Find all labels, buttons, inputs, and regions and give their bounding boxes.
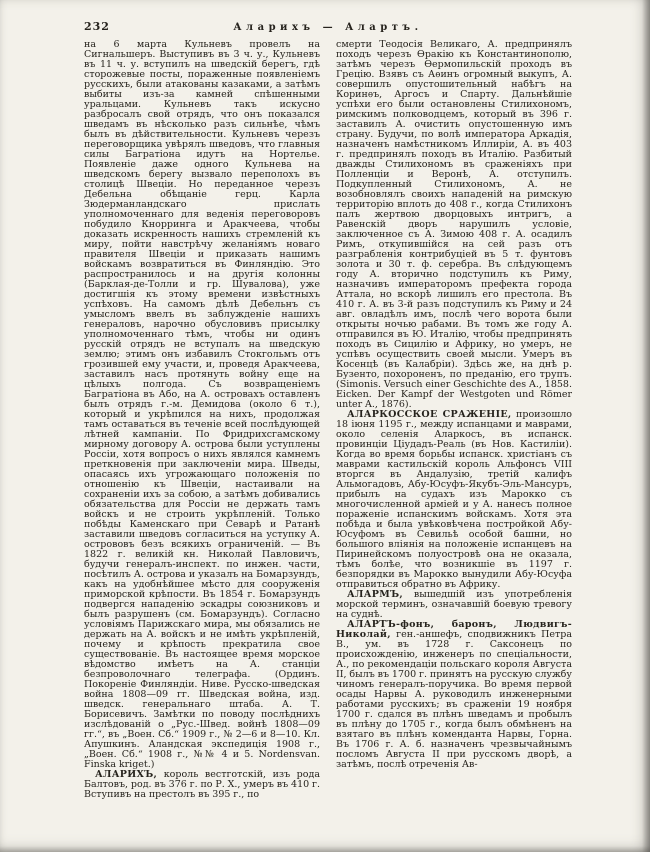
paragraph-text: на 6 марта Кульневъ провелъ на Сигнальшеръ. Выступивъ въ 3 ч. у., Кульневъ въ 11 ч. у. вступилъ на шведскій берегъ, гдѣ сторожевые посты, пораженные появленіемъ русскихъ, были атакованы казаками, а затѣмъ выбиты изъ-за камней спѣшенными уральцами. Кульневъ такъ искусно разбросалъ свой отрядъ, что онъ показался шведамъ въ нѣсколько разъ сильнѣе, чѣмъ былъ въ дѣйствительности. Кульневъ черезъ переговорщика увѣрялъ шведовъ, что главныя силы Багратіона идутъ на Нортелье. Появленіе даже одного Кульнева на шведскомъ берегу вызвало переполохъ въ столицѣ Швеціи. Но переданное черезъ Дебельна обѣщаніе герц. Карла Зюдерманландскаго прислать уполномоченнаго для веденія переговоровъ побудило Кнорринга и Аракчеева, чтобы доказать искренность нашихъ стремленій къ миру, пойти навстрѣчу желаніямъ новаго правителя Швеціи и приказать нашимъ войскамъ возвратиться въ Финляндію. Это распространилось и на другія колонны (Барклая-де-Толли и гр. Шувалова), уже достигшія къ этому времени извѣстныхъ успѣховъ. На самомъ дѣлѣ Дебельнъ съ умысломъ ввелъ въ заблужденіе нашихъ генераловъ, нарочно обусловивъ присылку уполномоченнаго тѣмъ, чтобы ни одинъ русскій отрядъ не вступалъ на шведскую землю; этимъ онъ избавилъ Стокгольмъ отъ грозившей ему участи, и, проведя Аракчеева, заставилъ насъ протянуть войну еще на цѣлыхъ полгода. Съ возвращеніемъ Багратіона въ Або, на А. островахъ оставленъ былъ отрядъ г.-м. Демидова (около 6 т.), который и укрѣпился на нихъ, продолжая тамъ оставаться въ теченіе всей послѣдующей лѣтней кампаніи. По Фридрихсгамскому мирному договору А. острова были уступлены Россіи, хотя вопросъ о нихъ являлся камнемъ преткновенія при заключеніи мира. Шведы, опасаясь ихъ угрожающаго положенія по отношенію къ Швеціи, настаивали на сохраненіи ихъ за собою, а затѣмъ добивались обязательства для Россіи не держать тамъ войскъ и не строить укрѣпленій. Только побѣды Каменскаго при Севарѣ и Ратанѣ заставили шведовъ согласиться на уступку А. острововъ безъ всякихъ ограниченій. — Въ 1822 г. великій кн. Николай Павловичъ, будучи генералъ-инспект. по инжен. части, посѣтилъ А. острова и указалъ на Бомарзундъ, какъ на удобнѣйшее мѣсто для сооруженія приморской крѣпости. Въ 1854 г. Бомарзундъ подвергся нападенію эскадры союзниковъ и былъ разрушенъ (см. Бомарзундъ). Согласно условіямъ Парижскаго мира, мы обязались не держать на А. войскъ и не имѣть укрѣпленій, почему и крѣпость прекратила свое существованіе. Въ настоящее время морское вѣдомство имѣетъ на А. станціи безпроволочнаго телеграфа. (Ординъ. Покореніе Финляндіи. Ниве. Русско-шведская война 1808—09 гг. Шведская война, изд. шведск. генеральнаго штаба. А. Т. Борисевичъ. Замѣтки по поводу послѣднихъ изслѣдованій о „Рус.-Швед. войнѣ 1808—09 гг.“, въ „Воен. Сб.“ 1909 г., № 2—6 и 8—10. Кл. Апушкинъ. Аландская экспедиція 1908 г., „Воен. Сб.“ 1908 г., №№ 4 и 5. Nordensvan. Finska kriget.) bbox=[84, 40, 320, 770]
paragraph-text: вышедшій изъ употребленія морской терминъ, означавшій боевую тревогу на суднѣ. bbox=[336, 589, 572, 620]
left-column bbox=[84, 40, 320, 828]
right-column bbox=[336, 40, 572, 828]
scan-edge-bottom-shadow bbox=[0, 846, 650, 852]
headword-alarm: АЛАРМЪ, bbox=[347, 589, 404, 600]
paragraph-text: король вестготскій, изъ рода Балтовъ, род. въ 376 г. по Р. Х., умеръ въ 410 г. Вступивъ на престолъ въ 395 г., по bbox=[84, 769, 320, 800]
page-number: 232 bbox=[84, 20, 110, 33]
paragraph-text: ген.-аншефъ, сподвижникъ Петра В., ум. въ 1728 г. Саксонецъ по происхожденію, инженеръ по спеціальности, А., по рекомендаціи польскаго короля Августа II, былъ въ 1700 г. принятъ на русскую службу чиномъ генералъ-поручика. Во время первой осады Нарвы А. руководилъ инженерными работами русскихъ; въ сраженіи 19 ноября 1700 г. сдался въ плѣнъ шведамъ и пробылъ въ плѣну до 1705 г., когда былъ обмѣненъ на взятаго въ плѣнъ коменданта Нарвы, Горна. Въ 1706 г. А. б. назначенъ чрезвычайнымъ посломъ Августа II при русскомъ дворѣ, а затѣмъ, послѣ отреченія Ав- bbox=[336, 629, 572, 770]
article-alarich bbox=[84, 770, 320, 800]
headword-alarich: АЛАРИХЪ, bbox=[95, 769, 158, 780]
paragraph-text: смерти Теодосія Великаго, А. предпринялъ походъ черезъ Ѳракію къ Константинополю, затѣмъ черезъ Ѳермопильскій проходъ въ Грецію. Взявъ съ Аѳинъ огромный выкупъ, А. совершилъ опустошительный набѣгъ на Коринѳъ, Аргосъ и Спарту. Дальнѣйшіе успѣхи его были остановлены Стилихономъ, римскимъ полководцемъ, который въ 396 г. заставилъ А. очистить опустошенную имъ страну. Будучи, по волѣ императора Аркадія, назначенъ намѣстникомъ Иллиріи, А. въ 403 г. предпринялъ походъ въ Италію. Разбитый дважды Стилихономъ въ сраженіяхъ при Полленціи и Веронѣ, А. отступилъ. Подкупленный Стилихономъ, А. не возобновлялъ своихъ нападеній на римскую территорію вплоть до 408 г., когда Стилихонъ палъ жертвою дворцовыхъ интригъ, а Равенскій дворъ нарушилъ условіе, заключенное съ А. Зимою 408 г. А. осадилъ Римъ, откупившійся на сей разъ отъ разграбленія контрибуціей въ 5 т. фунтовъ золота и 30 т. ф. серебра. Въ слѣдующемъ году А. вторично подступилъ къ Риму, назначивъ императоромъ префекта города Аттала, но вскорѣ лишилъ его престола. Въ 410 г. А. въ 3-й разъ подступилъ къ Риму и 24 авг. овладѣлъ имъ, послѣ чего ворота были открыты ночью рабами. Въ томъ же году А. отправился въ Ю. Италію, чтобы предпринять походъ въ Сицилію и Африку, но умеръ, не успѣвъ осуществить своей мысли. Умеръ въ Косенцѣ (въ Калабріи). Здѣсь же, на днѣ р. Бузенто, похороненъ, по преданію, его трупъ. (Simonis. Versuch einer Geschichte des A., 1858. Eicken. Der Kampf der Westgoten und Römer unter A., 1876). bbox=[336, 40, 572, 410]
running-title: Аларихъ — Алартъ. bbox=[233, 22, 423, 33]
text-columns bbox=[84, 40, 572, 828]
headword-alart: АЛАРТЪ-фонъ, баронъ, Людвигъ-Николай, bbox=[336, 619, 572, 640]
article-alarkos-battle bbox=[336, 410, 572, 590]
article-alarm bbox=[336, 590, 572, 620]
headword-alarkos: АЛАРКОССКОЕ СРАЖЕНІЕ, bbox=[347, 409, 512, 420]
paragraph-aland-continuation bbox=[84, 40, 320, 770]
paragraph-text: произошло 18 іюня 1195 г., между испанцами и маврами, около селенія Аларкосъ, въ испанск. провинціи Ціудадъ-Реаль (въ Нов. Кастиліи). Когда во время борьбы испанск. христіанъ съ маврами кастильскій король Альфонсъ VIII вторгся въ Андалузію, третій калифъ Альмогадовъ, Абу-Юсуфъ-Якубъ-Эль-Мансуръ, прибылъ на судахъ изъ Марокко съ многочисленной арміей и у А. нанесъ полное пораженіе испанскимъ войскамъ. Хотя эта побѣда и была увѣковѣчена постройкой Абу-Юсуфомъ въ Севильѣ особой башни, но большого вліянія на положеніе испанцевъ на Пиринейскомъ полуостровѣ она не оказала, тѣмъ болѣе, что возникшіе въ 1197 г. безпорядки въ Марокко вынудили Абу-Юсуфа отправиться обратно въ Африку. bbox=[336, 409, 572, 590]
scan-edge-right-shadow bbox=[642, 0, 650, 852]
page-header bbox=[0, 0, 572, 33]
paragraph-alarich-continuation bbox=[336, 40, 572, 410]
article-alart bbox=[336, 620, 572, 770]
